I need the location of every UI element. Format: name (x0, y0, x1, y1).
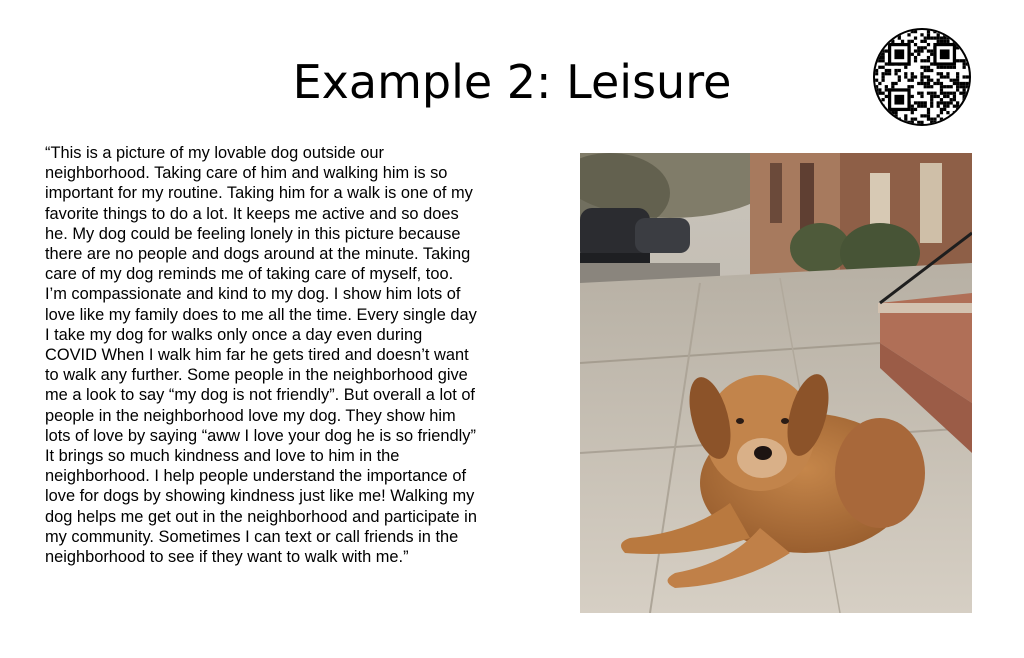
quote-line: I’m compassionate and kind to my dog. I show him lots of (45, 285, 461, 304)
quote-line: neighborhood to see if they want to walk with me.” (45, 548, 409, 567)
quote-line: me a look to say “my dog is not friendly”. But overall a lot of (45, 386, 475, 405)
quote-line: to walk any further. Some people in the neighborhood give (45, 366, 468, 385)
quote-line: love for dogs by showing kindness just like me! Walking my (45, 487, 475, 506)
quote-line: I take my dog for walks only once a day even during (45, 325, 423, 344)
quote-line: he. My dog could be feeling lonely in this picture because (45, 224, 461, 243)
dog-photo (580, 153, 972, 613)
quote-line: COVID When I walk him far he gets tired and doesn’t want (45, 346, 469, 365)
quote-line: people in the neighborhood love my dog. They show him (45, 406, 456, 425)
quote-line: important for my routine. Taking him for a walk is one of my (45, 184, 473, 203)
quote-line: favorite things to do a lot. It keeps me active and so does (45, 204, 459, 223)
quote-line: neighborhood. I help people understand the importance of (45, 467, 467, 486)
qr-code-icon (873, 28, 971, 126)
quote-line: love like my family does to me all the time. Every single day (45, 305, 477, 324)
quote-line: care of my dog reminds me of taking care of myself, too. (45, 265, 454, 284)
quote-line: dog helps me get out in the neighborhood and participate in (45, 507, 477, 526)
quote-line: neighborhood. Taking care of him and walking him is so (45, 164, 448, 183)
quote-line: “This is a picture of my lovable dog outside our (45, 144, 384, 162)
quote-line: there are no people and dogs around at the minute. Taking (45, 245, 471, 264)
quote-line: my community. Sometimes I can text or call friends in the (45, 527, 459, 546)
quote-text (45, 143, 555, 567)
slide-title: Example 2: Leisure (292, 55, 732, 109)
quote-line: lots of love by saying “aww I love your dog he is so friendly” (45, 426, 476, 445)
quote-line: It brings so much kindness and love to him in the (45, 447, 400, 466)
